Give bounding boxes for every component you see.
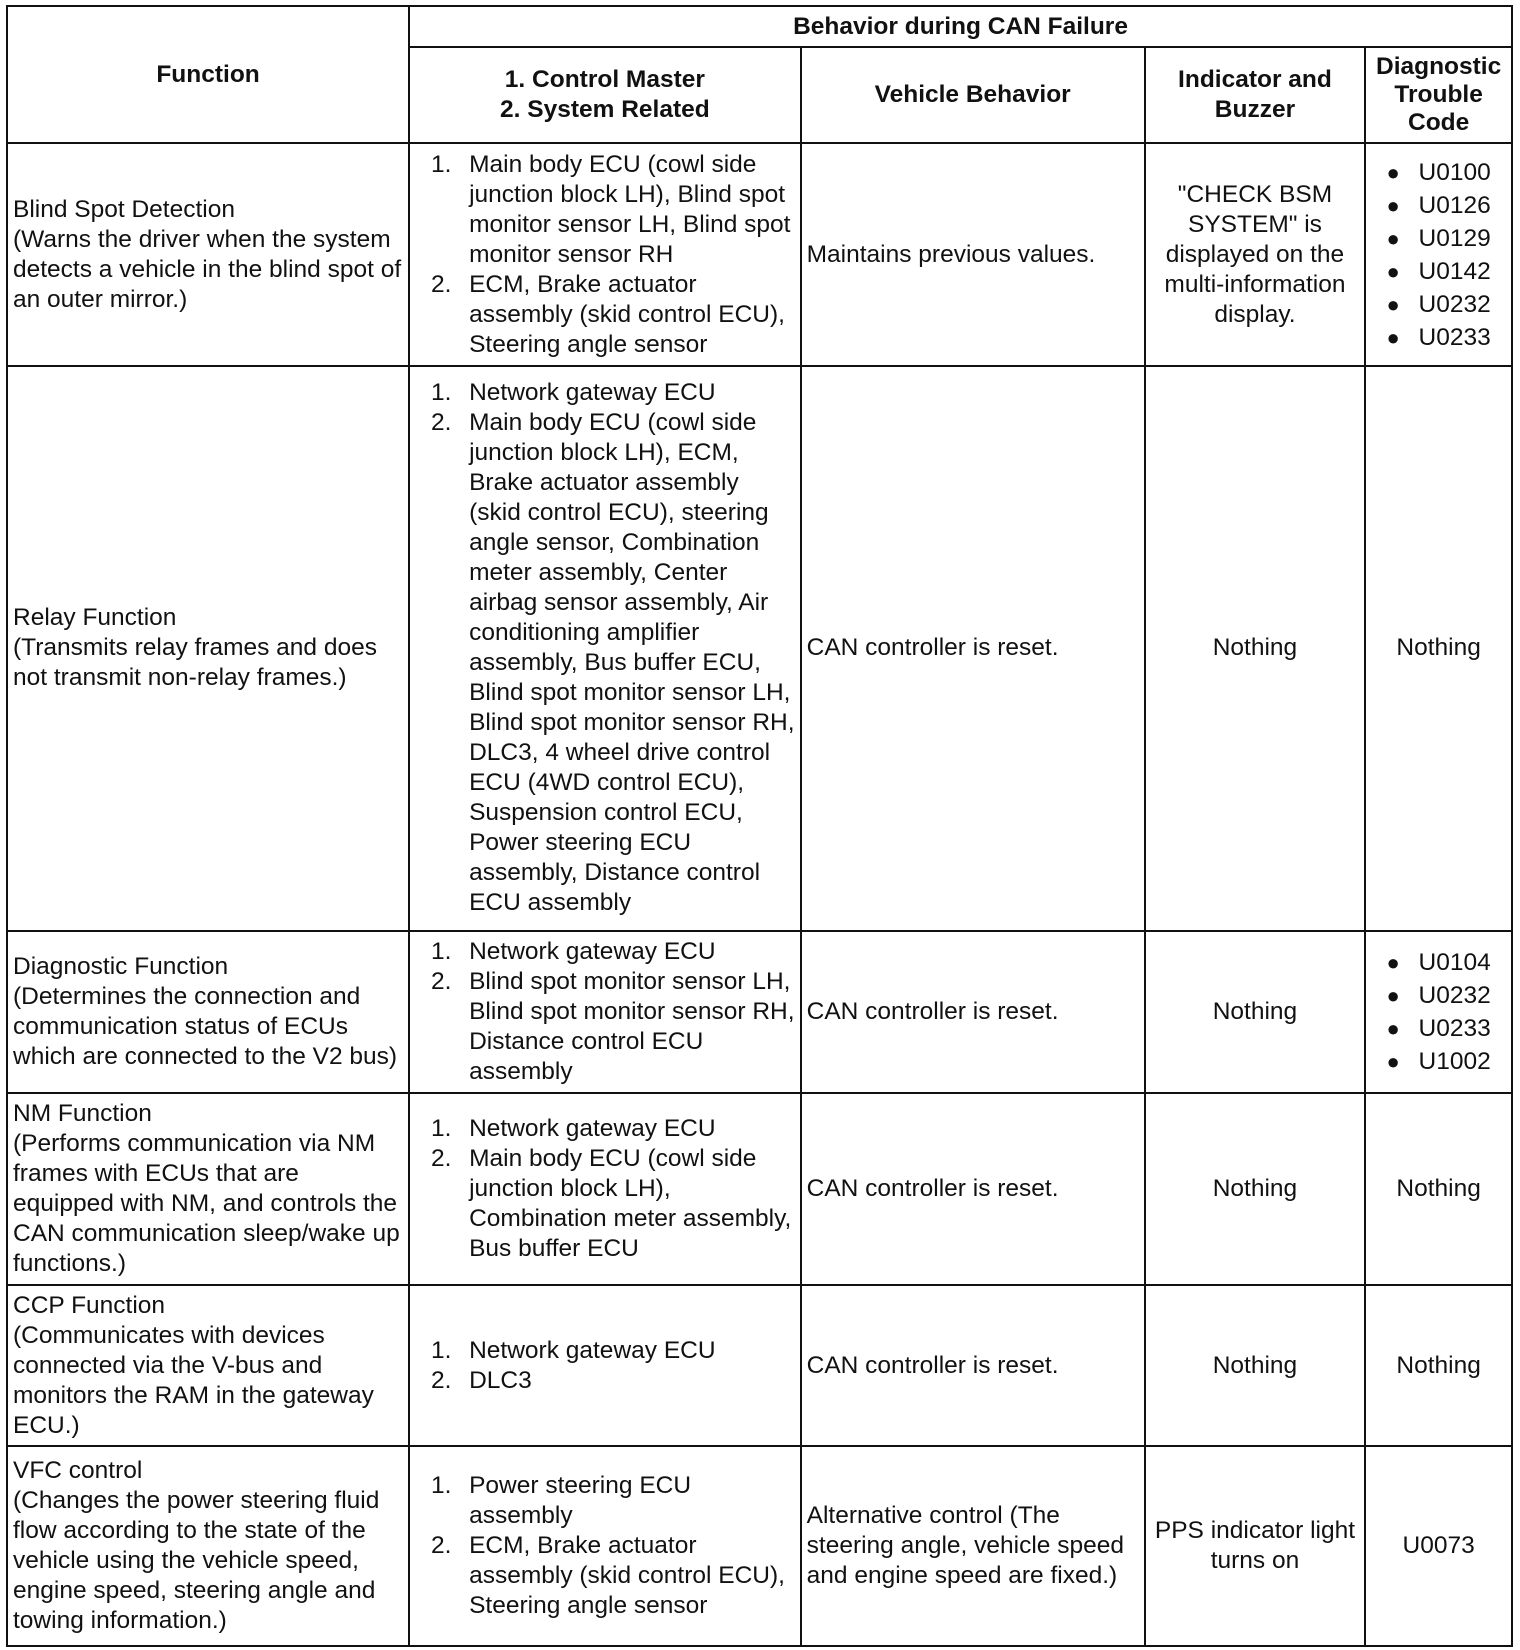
indicator-cell: Nothing: [1145, 931, 1366, 1093]
dtc-cell: U0073: [1365, 1446, 1512, 1646]
control-master-item: 1. Network gateway ECU: [465, 1114, 795, 1144]
function-title: Relay Function: [13, 604, 177, 632]
control-master-cell: [409, 931, 801, 1093]
function-cell: [7, 366, 409, 930]
header-behavior-group: Behavior during CAN Failure: [409, 6, 1512, 47]
header-function: Function: [7, 6, 409, 143]
dtc-cell: [1365, 143, 1512, 366]
dtc-code: ● U0233: [1387, 321, 1491, 354]
header-control-master: [409, 47, 801, 143]
function-cell: [7, 1093, 409, 1285]
function-desc: (Warns the driver when the system detects a vehicle in the blind spot of an outer mirror.): [13, 225, 402, 313]
function-desc: (Communicates with devices connected via the V-bus and monitors the RAM in the gateway ECU.): [13, 1321, 374, 1439]
control-master-cell: [409, 366, 801, 930]
vehicle-behavior-cell: Maintains previous values.: [801, 143, 1145, 366]
vehicle-behavior-cell: CAN controller is reset.: [801, 1093, 1145, 1285]
header-control-master-line1: 1. Control Master: [504, 66, 705, 93]
function-title: Diagnostic Function: [13, 952, 229, 980]
control-master-item: 2. ECM, Brake actuator assembly (skid control ECU), Steering angle sensor: [465, 1531, 795, 1621]
control-master-item: 2. ECM, Brake actuator assembly (skid control ECU), Steering angle sensor: [465, 270, 795, 360]
indicator-cell: PPS indicator light turns on: [1145, 1446, 1366, 1646]
dtc-cell: Nothing: [1365, 1093, 1512, 1285]
function-desc: (Determines the connection and communication status of ECUs which are connected to the V2 bus): [13, 982, 398, 1070]
table-row: [7, 143, 1512, 366]
dtc-code: ● U0142: [1387, 255, 1491, 288]
dtc-code: ● U0100: [1387, 156, 1491, 189]
header-indicator: Indicator and Buzzer: [1145, 47, 1366, 143]
control-master-item: 1. Network gateway ECU: [465, 378, 795, 408]
control-master-item: 1. Network gateway ECU: [465, 937, 795, 967]
control-master-item: 1. Main body ECU (cowl side junction block LH), Blind spot monitor sensor LH, Blind spot monitor sensor RH: [465, 150, 795, 270]
control-master-cell: [409, 1285, 801, 1446]
function-desc: (Performs communication via NM frames with ECUs that are equipped with NM, and controls the CAN communication sleep/wake up functions.): [13, 1130, 400, 1278]
function-title: VFC control: [13, 1457, 143, 1485]
function-title: Blind Spot Detection: [13, 195, 235, 223]
dtc-code: ● U0232: [1387, 979, 1491, 1012]
control-master-item: 1. Network gateway ECU: [465, 1336, 795, 1366]
control-master-cell: [409, 1446, 801, 1646]
header-vehicle-behavior: Vehicle Behavior: [801, 47, 1145, 143]
vehicle-behavior-cell: Alternative control (The steering angle, vehicle speed and engine speed are fixed.): [801, 1446, 1145, 1646]
dtc-code: ● U0104: [1387, 946, 1491, 979]
function-cell: [7, 1446, 409, 1646]
function-desc: (Changes the power steering fluid flow according to the state of the vehicle using the vehicle speed, engine speed, steering angle and towing information.): [13, 1487, 380, 1635]
control-master-item: 2. Main body ECU (cowl side junction block LH), Combination meter assembly, Bus buffer ECU: [465, 1144, 795, 1264]
dtc-code: ● U0232: [1387, 288, 1491, 321]
dtc-code: ● U1002: [1387, 1045, 1491, 1078]
vehicle-behavior-cell: CAN controller is reset.: [801, 1285, 1145, 1446]
header-dtc: Diagnostic Trouble Code: [1365, 47, 1512, 143]
vehicle-behavior-cell: CAN controller is reset.: [801, 931, 1145, 1093]
indicator-cell: Nothing: [1145, 1093, 1366, 1285]
table-row: [7, 931, 1512, 1093]
dtc-code: ● U0126: [1387, 189, 1491, 222]
control-master-cell: [409, 143, 801, 366]
function-title: CCP Function: [13, 1291, 166, 1319]
can-failure-table: [6, 5, 1513, 1647]
indicator-cell: "CHECK BSM SYSTEM" is displayed on the multi-information display.: [1145, 143, 1366, 366]
indicator-cell: Nothing: [1145, 366, 1366, 930]
table-row: [7, 1093, 1512, 1285]
control-master-item: 1. Power steering ECU assembly: [465, 1471, 795, 1531]
control-master-item: 2. Main body ECU (cowl side junction block LH), ECM, Brake actuator assembly (skid control ECU), steering angle sensor, Combination meter assembly, Center airbag sensor assembly, Air conditioning amplifier assembly, Bus buffer ECU, Blind spot monitor sensor LH, Blind spot monitor sensor RH, DLC3, 4 wheel drive control ECU (4WD control ECU), Suspension control ECU, Power steering ECU assembly, Distance control ECU assembly: [465, 408, 795, 918]
dtc-code: ● U0233: [1387, 1012, 1491, 1045]
dtc-cell: Nothing: [1365, 1285, 1512, 1446]
dtc-cell: Nothing: [1365, 366, 1512, 930]
dtc-code: ● U0129: [1387, 222, 1491, 255]
dtc-cell: [1365, 931, 1512, 1093]
indicator-cell: Nothing: [1145, 1285, 1366, 1446]
function-title: NM Function: [13, 1100, 152, 1128]
function-cell: [7, 143, 409, 366]
header-control-master-line2: 2. System Related: [500, 96, 710, 123]
function-desc: (Transmits relay frames and does not transmit non-relay frames.): [13, 634, 377, 692]
table-row: [7, 366, 1512, 930]
table-row: [7, 1285, 1512, 1446]
control-master-cell: [409, 1093, 801, 1285]
vehicle-behavior-cell: CAN controller is reset.: [801, 366, 1145, 930]
function-cell: [7, 1285, 409, 1446]
function-cell: [7, 931, 409, 1093]
control-master-item: 2. Blind spot monitor sensor LH, Blind spot monitor sensor RH, Distance control ECU assembly: [465, 967, 795, 1087]
table-row: [7, 1446, 1512, 1646]
control-master-item: 2. DLC3: [465, 1366, 795, 1396]
